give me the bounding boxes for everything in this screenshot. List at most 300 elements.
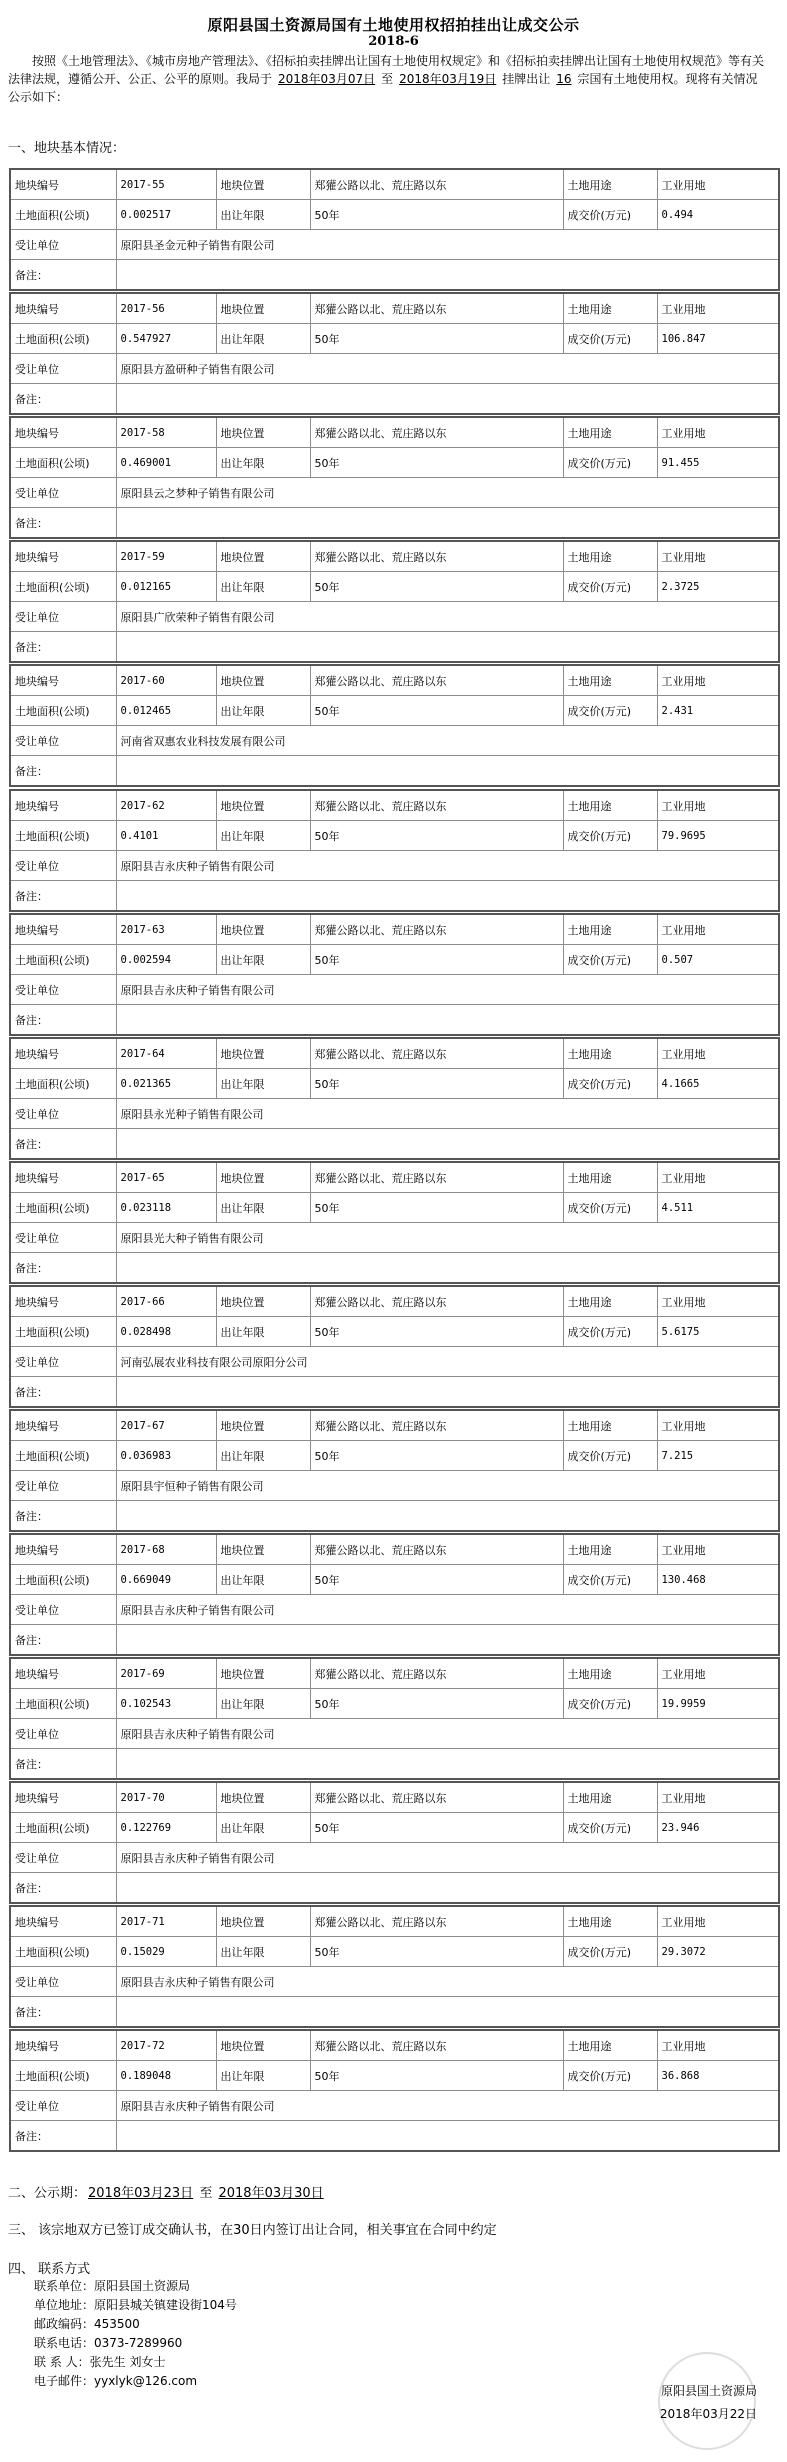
remark-value	[116, 1501, 779, 1532]
parcel-table	[9, 1657, 780, 1780]
parcel-table	[9, 1533, 780, 1656]
table-row	[10, 169, 779, 200]
location-label: 地块位置	[216, 169, 310, 200]
remark-label: 备注：	[10, 632, 116, 663]
buyer-label: 受让单位	[10, 478, 116, 508]
location-value: 郑獾公路以北、荒庄路以东	[310, 417, 563, 448]
buyer-value: 原阳县宇恒种子销售有限公司	[116, 1471, 779, 1501]
intro-text-1: 按照《土地管理法》、《城市房地产管理法》、《招标拍卖挂牌出让国有土地使用权规定》和《招标拍卖挂牌出让国有土地使用权规范》等有关法律法规，遵循公开、公正、公平的原则。我局于	[8, 54, 765, 86]
usage-label: 土地用途	[563, 1038, 657, 1069]
remark-label: 备注：	[10, 508, 116, 539]
term-value: 50年	[310, 1317, 563, 1347]
buyer-label: 受让单位	[10, 1967, 116, 1997]
term-value: 50年	[310, 572, 563, 602]
remark-value	[116, 632, 779, 663]
table-row	[10, 1813, 779, 1843]
term-value: 50年	[310, 1565, 563, 1595]
parcel-no-value: 2017-65	[116, 1162, 216, 1193]
remark-label: 备注：	[10, 1377, 116, 1408]
table-row	[10, 1253, 779, 1284]
table-row	[10, 1719, 779, 1749]
buyer-value: 原阳县吉永庆种子销售有限公司	[116, 975, 779, 1005]
buyer-label: 受让单位	[10, 1223, 116, 1253]
price-label: 成交价(万元)	[563, 1813, 657, 1843]
price-value: 23.946	[657, 1813, 779, 1843]
table-row	[10, 756, 779, 787]
remark-label: 备注：	[10, 881, 116, 912]
area-value: 0.002594	[116, 945, 216, 975]
area-label: 土地面积(公顷)	[10, 324, 116, 354]
table-row	[10, 541, 779, 572]
term-value: 50年	[310, 696, 563, 726]
remark-value	[116, 1625, 779, 1656]
signature-date: 2018年03月22日	[659, 2407, 757, 2421]
contact-postcode: 邮政编码：453500	[34, 2317, 140, 2331]
table-row	[10, 1625, 779, 1656]
buyer-label: 受让单位	[10, 2091, 116, 2121]
remark-label: 备注：	[10, 1501, 116, 1532]
remark-value	[116, 1253, 779, 1284]
table-row	[10, 1317, 779, 1347]
table-row	[10, 1193, 779, 1223]
buyer-label: 受让单位	[10, 602, 116, 632]
area-label: 土地面积(公顷)	[10, 1193, 116, 1223]
term-value: 50年	[310, 1813, 563, 1843]
table-row	[10, 726, 779, 756]
table-row	[10, 508, 779, 539]
remark-label: 备注：	[10, 1749, 116, 1780]
price-label: 成交价(万元)	[563, 448, 657, 478]
usage-value: 工业用地	[657, 1162, 779, 1193]
parcel-no-label: 地块编号	[10, 1286, 116, 1317]
parcel-table	[9, 1781, 780, 1904]
area-label: 土地面积(公顷)	[10, 1069, 116, 1099]
price-label: 成交价(万元)	[563, 1565, 657, 1595]
table-row	[10, 293, 779, 324]
parcel-table	[9, 1161, 780, 1284]
parcel-no-value: 2017-55	[116, 169, 216, 200]
price-value: 2.431	[657, 696, 779, 726]
parcel-count: 16	[556, 72, 572, 86]
location-value: 郑獾公路以北、荒庄路以东	[310, 1658, 563, 1689]
buyer-value: 原阳县方盈研种子销售有限公司	[116, 354, 779, 384]
location-label: 地块位置	[216, 1038, 310, 1069]
remark-label: 备注：	[10, 1129, 116, 1160]
term-label: 出让年限	[216, 1441, 310, 1471]
usage-value: 工业用地	[657, 1782, 779, 1813]
usage-label: 土地用途	[563, 914, 657, 945]
area-label: 土地面积(公顷)	[10, 821, 116, 851]
location-value: 郑獾公路以北、荒庄路以东	[310, 790, 563, 821]
location-label: 地块位置	[216, 1162, 310, 1193]
area-value: 0.469001	[116, 448, 216, 478]
term-label: 出让年限	[216, 448, 310, 478]
usage-label: 土地用途	[563, 1782, 657, 1813]
term-label: 出让年限	[216, 1317, 310, 1347]
contract-note: 三、 该宗地双方已签订成交确认书，在30日内签订出让合同，相关事宜在合同中约定	[8, 2223, 497, 2238]
location-value: 郑獾公路以北、荒庄路以东	[310, 1038, 563, 1069]
buyer-label: 受让单位	[10, 1099, 116, 1129]
price-label: 成交价(万元)	[563, 696, 657, 726]
parcel-no-label: 地块编号	[10, 293, 116, 324]
table-row	[10, 1501, 779, 1532]
usage-label: 土地用途	[563, 541, 657, 572]
remark-value	[116, 1129, 779, 1160]
usage-value: 工业用地	[657, 1658, 779, 1689]
table-row	[10, 1410, 779, 1441]
table-row	[10, 851, 779, 881]
listing-start-date: 2018年03月07日	[278, 72, 376, 86]
parcel-no-label: 地块编号	[10, 790, 116, 821]
parcel-table	[9, 664, 780, 787]
table-row	[10, 1595, 779, 1625]
buyer-value: 原阳县吉永庆种子销售有限公司	[116, 1719, 779, 1749]
term-value: 50年	[310, 1689, 563, 1719]
parcel-table	[9, 1409, 780, 1532]
table-row	[10, 260, 779, 291]
table-row	[10, 1129, 779, 1160]
intro-paragraph	[8, 52, 767, 106]
table-row	[10, 1441, 779, 1471]
parcel-no-label: 地块编号	[10, 1906, 116, 1937]
location-value: 郑獾公路以北、荒庄路以东	[310, 293, 563, 324]
signature-org: 原阳县国土资源局	[660, 2384, 757, 2398]
parcel-table	[9, 789, 780, 912]
parcel-no-value: 2017-60	[116, 665, 216, 696]
location-value: 郑獾公路以北、荒庄路以东	[310, 1782, 563, 1813]
buyer-value: 原阳县永光种子销售有限公司	[116, 1099, 779, 1129]
price-label: 成交价(万元)	[563, 324, 657, 354]
table-row	[10, 696, 779, 726]
term-value: 50年	[310, 821, 563, 851]
area-value: 0.002517	[116, 200, 216, 230]
area-value: 0.189048	[116, 2061, 216, 2091]
table-row	[10, 1038, 779, 1069]
area-value: 0.122769	[116, 1813, 216, 1843]
buyer-value: 原阳县云之梦种子销售有限公司	[116, 478, 779, 508]
document-year: 2018-6	[368, 34, 419, 49]
parcel-no-label: 地块编号	[10, 2030, 116, 2061]
price-label: 成交价(万元)	[563, 2061, 657, 2091]
table-row	[10, 448, 779, 478]
parcel-no-label: 地块编号	[10, 914, 116, 945]
remark-label: 备注：	[10, 756, 116, 787]
publicity-end-date: 2018年03月30日	[218, 2186, 324, 2201]
remark-value	[116, 1873, 779, 1904]
table-row	[10, 1967, 779, 1997]
area-label: 土地面积(公顷)	[10, 2061, 116, 2091]
area-value: 0.021365	[116, 1069, 216, 1099]
area-label: 土地面积(公顷)	[10, 572, 116, 602]
parcel-no-value: 2017-69	[116, 1658, 216, 1689]
table-row	[10, 1997, 779, 2028]
usage-value: 工业用地	[657, 417, 779, 448]
buyer-label: 受让单位	[10, 230, 116, 260]
area-label: 土地面积(公顷)	[10, 696, 116, 726]
publicity-separator: 至	[199, 2186, 213, 2201]
table-row	[10, 1937, 779, 1967]
price-value: 19.9959	[657, 1689, 779, 1719]
area-value: 0.669049	[116, 1565, 216, 1595]
table-row	[10, 1782, 779, 1813]
usage-label: 土地用途	[563, 1658, 657, 1689]
price-value: 91.455	[657, 448, 779, 478]
usage-value: 工业用地	[657, 1534, 779, 1565]
parcel-table	[9, 540, 780, 663]
table-row	[10, 632, 779, 663]
buyer-label: 受让单位	[10, 1843, 116, 1873]
table-row	[10, 572, 779, 602]
usage-value: 工业用地	[657, 2030, 779, 2061]
usage-label: 土地用途	[563, 790, 657, 821]
parcel-no-value: 2017-66	[116, 1286, 216, 1317]
document-title: 原阳县国土资源局国有土地使用权招拍挂出让成交公示	[207, 16, 580, 34]
parcel-table	[9, 1037, 780, 1160]
price-value: 0.507	[657, 945, 779, 975]
parcel-no-value: 2017-63	[116, 914, 216, 945]
parcel-no-label: 地块编号	[10, 1038, 116, 1069]
table-row	[10, 417, 779, 448]
table-row	[10, 975, 779, 1005]
section-basic-heading: 一、地块基本情况：	[8, 141, 126, 156]
term-value: 50年	[310, 200, 563, 230]
remark-label: 备注：	[10, 2121, 116, 2152]
area-label: 土地面积(公顷)	[10, 1441, 116, 1471]
remark-value	[116, 1749, 779, 1780]
term-label: 出让年限	[216, 1069, 310, 1099]
remark-value	[116, 2121, 779, 2152]
table-row	[10, 1565, 779, 1595]
table-row	[10, 945, 779, 975]
location-label: 地块位置	[216, 1286, 310, 1317]
term-value: 50年	[310, 448, 563, 478]
parcel-no-value: 2017-67	[116, 1410, 216, 1441]
area-label: 土地面积(公顷)	[10, 1565, 116, 1595]
table-row	[10, 914, 779, 945]
publicity-start-date: 2018年03月23日	[88, 2186, 194, 2201]
term-label: 出让年限	[216, 1565, 310, 1595]
location-label: 地块位置	[216, 665, 310, 696]
price-value: 79.9695	[657, 821, 779, 851]
usage-label: 土地用途	[563, 665, 657, 696]
buyer-label: 受让单位	[10, 1719, 116, 1749]
usage-value: 工业用地	[657, 169, 779, 200]
parcel-table	[9, 416, 780, 539]
official-seal	[658, 2352, 756, 2450]
price-label: 成交价(万元)	[563, 821, 657, 851]
price-value: 36.868	[657, 2061, 779, 2091]
table-row	[10, 1843, 779, 1873]
price-label: 成交价(万元)	[563, 1937, 657, 1967]
price-value: 5.6175	[657, 1317, 779, 1347]
usage-label: 土地用途	[563, 2030, 657, 2061]
parcel-no-label: 地块编号	[10, 1534, 116, 1565]
parcel-table	[9, 1285, 780, 1408]
contact-phone: 联系电话：0373-7289960	[34, 2336, 183, 2350]
remark-value	[116, 384, 779, 415]
price-value: 4.511	[657, 1193, 779, 1223]
price-value: 4.1665	[657, 1069, 779, 1099]
area-label: 土地面积(公顷)	[10, 945, 116, 975]
table-row	[10, 2121, 779, 2152]
term-value: 50年	[310, 324, 563, 354]
table-row	[10, 1347, 779, 1377]
table-row	[10, 881, 779, 912]
price-label: 成交价(万元)	[563, 1317, 657, 1347]
table-row	[10, 1873, 779, 1904]
table-row	[10, 1906, 779, 1937]
location-label: 地块位置	[216, 1658, 310, 1689]
price-value: 130.468	[657, 1565, 779, 1595]
remark-value	[116, 1005, 779, 1036]
usage-label: 土地用途	[563, 1906, 657, 1937]
buyer-label: 受让单位	[10, 1347, 116, 1377]
location-value: 郑獾公路以北、荒庄路以东	[310, 1162, 563, 1193]
usage-value: 工业用地	[657, 1410, 779, 1441]
contact-email: 电子邮件：yyxlyk@126.com	[34, 2374, 198, 2388]
contact-person: 联 系 人：张先生 刘女士	[34, 2355, 166, 2369]
contact-heading: 四、 联系方式	[8, 2262, 91, 2277]
term-label: 出让年限	[216, 572, 310, 602]
parcel-no-value: 2017-58	[116, 417, 216, 448]
area-value: 0.023118	[116, 1193, 216, 1223]
remark-label: 备注：	[10, 260, 116, 291]
table-row	[10, 1689, 779, 1719]
location-label: 地块位置	[216, 2030, 310, 2061]
parcel-table	[9, 2029, 780, 2152]
table-row	[10, 1534, 779, 1565]
area-value: 0.547927	[116, 324, 216, 354]
remark-label: 备注：	[10, 1873, 116, 1904]
parcel-no-value: 2017-62	[116, 790, 216, 821]
buyer-value: 原阳县吉永庆种子销售有限公司	[116, 1967, 779, 1997]
table-row	[10, 1223, 779, 1253]
remark-label: 备注：	[10, 1005, 116, 1036]
term-label: 出让年限	[216, 1813, 310, 1843]
contact-address: 单位地址：原阳县城关镇建设街104号	[34, 2298, 237, 2312]
usage-value: 工业用地	[657, 1286, 779, 1317]
remark-label: 备注：	[10, 1253, 116, 1284]
parcel-table	[9, 913, 780, 1036]
term-label: 出让年限	[216, 324, 310, 354]
table-row	[10, 1471, 779, 1501]
usage-value: 工业用地	[657, 790, 779, 821]
table-row	[10, 1286, 779, 1317]
term-label: 出让年限	[216, 696, 310, 726]
table-row	[10, 821, 779, 851]
term-label: 出让年限	[216, 945, 310, 975]
table-row	[10, 2030, 779, 2061]
buyer-label: 受让单位	[10, 354, 116, 384]
remark-label: 备注：	[10, 384, 116, 415]
parcel-no-label: 地块编号	[10, 1782, 116, 1813]
buyer-label: 受让单位	[10, 1595, 116, 1625]
location-value: 郑獾公路以北、荒庄路以东	[310, 914, 563, 945]
location-value: 郑獾公路以北、荒庄路以东	[310, 169, 563, 200]
intro-text-2: 至	[381, 72, 394, 86]
parcel-no-label: 地块编号	[10, 417, 116, 448]
remark-label: 备注：	[10, 1997, 116, 2028]
price-label: 成交价(万元)	[563, 200, 657, 230]
term-label: 出让年限	[216, 821, 310, 851]
term-value: 50年	[310, 1441, 563, 1471]
area-label: 土地面积(公顷)	[10, 1937, 116, 1967]
usage-value: 工业用地	[657, 1038, 779, 1069]
parcel-no-label: 地块编号	[10, 1410, 116, 1441]
area-label: 土地面积(公顷)	[10, 200, 116, 230]
usage-value: 工业用地	[657, 914, 779, 945]
parcel-no-label: 地块编号	[10, 541, 116, 572]
usage-label: 土地用途	[563, 293, 657, 324]
buyer-value: 原阳县广欣荣种子销售有限公司	[116, 602, 779, 632]
price-value: 106.847	[657, 324, 779, 354]
usage-label: 土地用途	[563, 417, 657, 448]
usage-label: 土地用途	[563, 1534, 657, 1565]
parcel-no-value: 2017-70	[116, 1782, 216, 1813]
buyer-label: 受让单位	[10, 726, 116, 756]
location-value: 郑獾公路以北、荒庄路以东	[310, 1410, 563, 1441]
price-value: 0.494	[657, 200, 779, 230]
buyer-value: 河南省双惠农业科技发展有限公司	[116, 726, 779, 756]
table-row	[10, 200, 779, 230]
term-value: 50年	[310, 1937, 563, 1967]
buyer-label: 受让单位	[10, 975, 116, 1005]
area-value: 0.4101	[116, 821, 216, 851]
area-value: 0.15029	[116, 1937, 216, 1967]
term-label: 出让年限	[216, 1937, 310, 1967]
table-row	[10, 1658, 779, 1689]
price-label: 成交价(万元)	[563, 1441, 657, 1471]
table-row	[10, 602, 779, 632]
contact-unit: 联系单位：原阳县国土资源局	[34, 2279, 191, 2293]
parcel-no-value: 2017-64	[116, 1038, 216, 1069]
buyer-value: 原阳县吉永庆种子销售有限公司	[116, 1843, 779, 1873]
area-value: 0.028498	[116, 1317, 216, 1347]
publicity-period	[8, 2182, 326, 2201]
remark-value	[116, 1997, 779, 2028]
buyer-value: 原阳县圣金元种子销售有限公司	[116, 230, 779, 260]
price-label: 成交价(万元)	[563, 945, 657, 975]
table-row	[10, 324, 779, 354]
area-label: 土地面积(公顷)	[10, 1317, 116, 1347]
usage-value: 工业用地	[657, 293, 779, 324]
buyer-value: 原阳县吉永庆种子销售有限公司	[116, 851, 779, 881]
parcel-no-value: 2017-68	[116, 1534, 216, 1565]
table-row	[10, 2061, 779, 2091]
parcel-table	[9, 292, 780, 415]
usage-value: 工业用地	[657, 665, 779, 696]
area-value: 0.012465	[116, 696, 216, 726]
table-row	[10, 478, 779, 508]
location-value: 郑獾公路以北、荒庄路以东	[310, 1286, 563, 1317]
usage-label: 土地用途	[563, 1286, 657, 1317]
location-label: 地块位置	[216, 1782, 310, 1813]
location-value: 郑獾公路以北、荒庄路以东	[310, 665, 563, 696]
remark-value	[116, 756, 779, 787]
usage-label: 土地用途	[563, 1410, 657, 1441]
buyer-value: 原阳县吉永庆种子销售有限公司	[116, 1595, 779, 1625]
table-row	[10, 1099, 779, 1129]
buyer-value: 河南弘展农业科技有限公司原阳分公司	[116, 1347, 779, 1377]
parcel-table	[9, 1905, 780, 2028]
table-row	[10, 354, 779, 384]
parcel-no-value: 2017-59	[116, 541, 216, 572]
parcel-no-value: 2017-72	[116, 2030, 216, 2061]
publicity-label: 二、公示期：	[8, 2186, 87, 2201]
location-label: 地块位置	[216, 417, 310, 448]
buyer-value: 原阳县光大种子销售有限公司	[116, 1223, 779, 1253]
table-row	[10, 2091, 779, 2121]
